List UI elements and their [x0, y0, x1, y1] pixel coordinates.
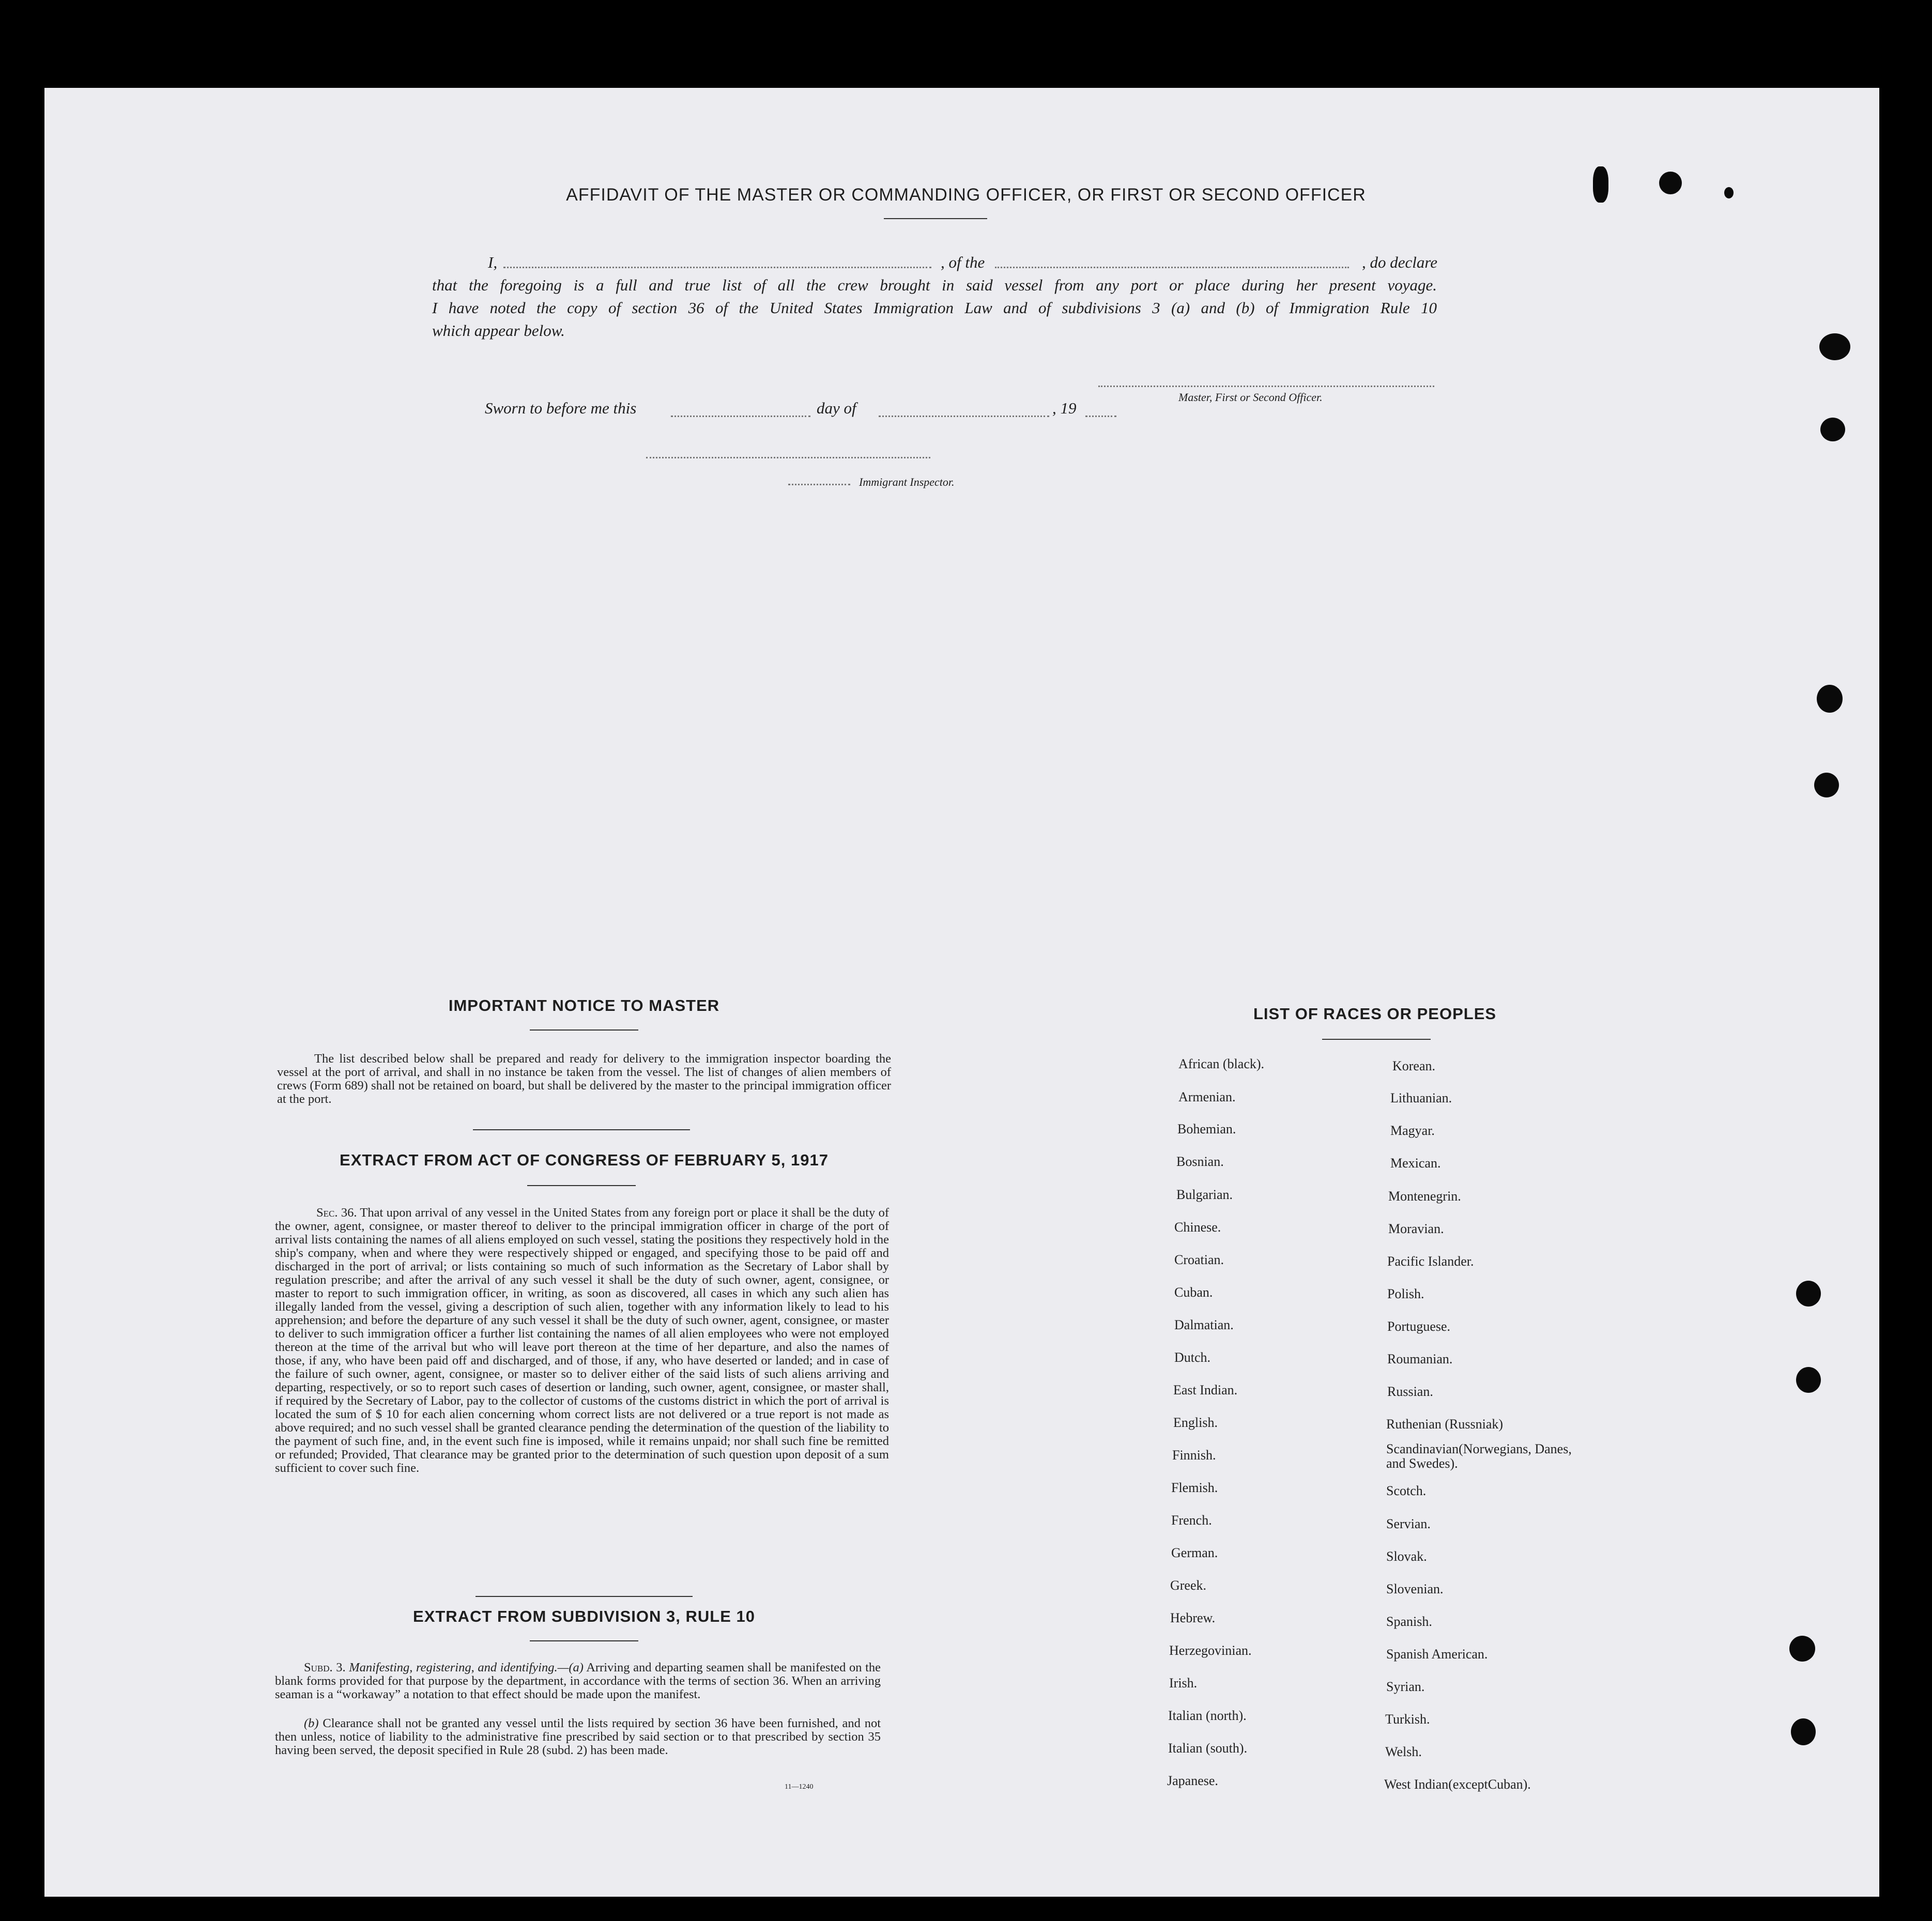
race-list-item: Portuguese.: [1387, 1319, 1451, 1334]
race-list-item: Moravian.: [1388, 1221, 1444, 1236]
subdivision-heading: Manifesting, registering, and identifying.—(a): [349, 1661, 584, 1674]
affidavit-of-the-label: , of the: [941, 253, 985, 271]
section-rule-2: [476, 1596, 693, 1597]
race-list-item: Japanese.: [1167, 1773, 1218, 1788]
subdivision-a-text: [275, 1661, 881, 1701]
race-list-item: Dutch.: [1174, 1350, 1211, 1365]
punch-hole: [1820, 418, 1845, 441]
race-list-item: Herzegovinian.: [1169, 1643, 1252, 1658]
act-rule: [527, 1185, 636, 1186]
master-signature-label: Master, First or Second Officer.: [1178, 391, 1323, 404]
sworn-label: Sworn to before me this: [485, 399, 637, 417]
race-list-item: Montenegrin.: [1388, 1189, 1461, 1204]
race-list-item: Armenian.: [1178, 1089, 1236, 1104]
race-list-item: Chinese.: [1174, 1220, 1221, 1235]
form-number: 11—1240: [785, 1783, 814, 1791]
subdivision-a-body: Arriving and departing seamen shall be manifested on the blank forms provided for that purpose by the department, in accordance with the terms of section 36. When an arriving seaman is a “workaway” a notation to that effect should be made upon the manifest.: [275, 1661, 881, 1701]
vessel-name-blank[interactable]: [995, 267, 1349, 268]
race-list-item: Scotch.: [1386, 1483, 1427, 1498]
race-list-item: Scandinavian(Norwegians, Danes, and Swedes).: [1386, 1441, 1572, 1471]
inspector-label: Immigrant Inspector.: [859, 475, 955, 488]
race-list-item: Slovenian.: [1386, 1581, 1444, 1596]
important-notice-title: IMPORTANT NOTICE TO MASTER: [448, 996, 720, 1015]
subdivision-extract-title: EXTRACT FROM SUBDIVISION 3, RULE 10: [413, 1607, 755, 1625]
race-list-item: Bohemian.: [1177, 1121, 1236, 1136]
race-list-item: Pacific Islander.: [1387, 1254, 1474, 1269]
race-list-item: Korean.: [1392, 1058, 1436, 1073]
race-list-item: Cuban.: [1174, 1285, 1213, 1300]
punch-hole: [1796, 1281, 1821, 1307]
subdivision-b-marker: (b): [304, 1716, 319, 1730]
punch-hole: [1814, 773, 1839, 797]
notice-text: The list described below shall be prepared and ready for delivery to the immigration inspector boarding the vessel at the port of arrival, and shall in no instance be taken from the vessel. The list of changes of alien members of crews (Form 689) shall not be retained on board, but shall be delivered by the master to the principal immigration officer at the port.: [277, 1052, 891, 1106]
inspector-signature-blank[interactable]: [646, 457, 930, 458]
race-list-item: Magyar.: [1390, 1123, 1435, 1138]
race-list-item: West Indian(exceptCuban).: [1384, 1777, 1531, 1792]
sworn-year-blank[interactable]: [1085, 416, 1116, 417]
affidavit-i-label: I,: [488, 253, 498, 271]
act-extract-text: [275, 1206, 889, 1475]
races-list-title: LIST OF RACES OR PEOPLES: [1253, 1005, 1497, 1023]
race-list-item: Servian.: [1386, 1516, 1431, 1531]
subdivision-b-body: Clearance shall not be granted any vessel until the lists required by section 36 have been furnished, and not then unless, notice of liability to the administrative fine prescribed by said section or to that prescribed by section 35 having been served, the deposit specified in Rule 28 (subd. 2) has been made.: [275, 1716, 881, 1757]
race-list-item: East Indian.: [1173, 1382, 1238, 1397]
punch-hole: [1796, 1367, 1821, 1393]
punch-hole: [1791, 1718, 1816, 1745]
races-rule: [1322, 1039, 1431, 1040]
race-list-item: German.: [1171, 1545, 1218, 1560]
race-list-item: Russian.: [1387, 1384, 1433, 1399]
race-list-item: English.: [1173, 1415, 1218, 1430]
sworn-month-blank[interactable]: [879, 416, 1049, 417]
subdivision-rule: [530, 1640, 638, 1641]
race-list-item: Italian (north).: [1168, 1708, 1247, 1723]
affidavit-line-4: which appear below.: [432, 321, 565, 340]
inspector-signature-blank-2[interactable]: [788, 484, 850, 485]
race-list-item: Ruthenian (Russniak): [1386, 1417, 1504, 1432]
punch-hole: [1819, 333, 1850, 360]
act-section-body: That upon arrival of any vessel in the United States from any foreign port or place it shall be the duty of the owner, agent, consignee, or master thereof to deliver to the principal immigration officer in charge of the port of arrival lists containing the names of all aliens employed on such vessel, stating the positions they respectively hold in the ship's company, when and where they were respectively shipped or engaged, and specifying those to be paid off and discharged in the port of arrival; or lists containing so much of such information as the Secretary of Labor shall by regulation prescribe; and after the arrival of any such vessel it shall be the duty of such owner, agent, consignee, or master to report to such immigration officer, in writing, as soon as discovered, all cases in which any such alien has illegally landed from the vessel, giving a description of such alien, together with any information likely to lead to his apprehension; and before the departure of any such vessel it shall be the duty of such owner, agent, consignee, or master to deliver to such immigration officer a further list containing the names of all alien employees who were not employed thereon at the time of the arrival but who will leave port thereon at the time of her departure, and also the names of those, if any, who have been paid off and discharged, and of those, if any, who have deserted or landed; and in case of the failure of such owner, agent, consignee, or master so to deliver either of the said lists of such aliens arriving and departing, respectively, or so to report such cases of desertion or landing, such owner, agent, consignee, or master shall, if required by the Secretary of Labor, pay to the collector of customs of the customs district in which the port of arrival is located the sum of $ 10 for each alien concerning whom correct lists are not delivered or a true report is not made as above required; and no such vessel shall be granted clearance pending the determination of the question of the liability to the payment of such fine, and, in the event such fine is imposed, while it remains unpaid; nor shall such fine be remitted or refunded; Provided, That clearance may be granted prior to the determination of such question upon deposit of a sum sufficient to cover such fine.: [275, 1206, 889, 1475]
sworn-day-blank[interactable]: [671, 416, 810, 417]
race-list-item: Croatian.: [1174, 1252, 1224, 1267]
section-rule: [473, 1129, 690, 1130]
race-list-item: Roumanian.: [1387, 1351, 1453, 1366]
affidavit-line-3: I have noted the copy of section 36 of the United States Immigration Law and of subdivisions 3 (a) and (b) of Immigration Rule 10: [432, 299, 1437, 317]
act-extract-title: EXTRACT FROM ACT OF CONGRESS OF FEBRUARY 5, 1917: [340, 1151, 829, 1169]
race-list-item: Hebrew.: [1170, 1610, 1216, 1625]
race-list-item: Italian (south).: [1168, 1741, 1248, 1756]
year-prefix: , 19: [1052, 399, 1077, 417]
race-list-item: Lithuanian.: [1390, 1090, 1452, 1105]
race-list-item: Mexican.: [1390, 1156, 1441, 1171]
master-name-blank[interactable]: [503, 267, 931, 268]
race-list-item: Syrian.: [1386, 1679, 1425, 1694]
race-list-item: French.: [1171, 1513, 1212, 1528]
affidavit-line-2: that the foregoing is a full and true list of all the crew brought in said vessel from any port or place during her present voyage.: [432, 276, 1437, 294]
title-rule: [884, 218, 987, 219]
sworn-line: [0, 399, 1932, 420]
act-section-label: Sec. 36.: [316, 1206, 357, 1220]
race-list-item: Welsh.: [1385, 1744, 1422, 1759]
subdivision-label: Subd. 3.: [304, 1661, 346, 1674]
race-list-item: Spanish.: [1386, 1614, 1432, 1629]
race-list-item: Bulgarian.: [1176, 1187, 1233, 1202]
notice-rule: [530, 1029, 638, 1031]
race-list-item: Finnish.: [1172, 1448, 1216, 1463]
race-list-item: Slovak.: [1386, 1549, 1427, 1564]
race-list-item: Polish.: [1387, 1286, 1424, 1301]
master-signature-blank[interactable]: [1098, 386, 1434, 387]
day-of-label: day of: [817, 399, 856, 417]
punch-hole: [1817, 685, 1843, 713]
affidavit-line-1: [0, 253, 1932, 274]
race-list-item: Greek.: [1170, 1578, 1207, 1593]
race-list-item: African (black).: [1178, 1056, 1265, 1071]
race-list-item: Bosnian.: [1176, 1154, 1224, 1169]
race-list-item: Flemish.: [1171, 1480, 1218, 1495]
affidavit-title: AFFIDAVIT OF THE MASTER OR COMMANDING OFFICER, OR FIRST OR SECOND OFFICER: [566, 185, 1366, 205]
race-list-item: Dalmatian.: [1174, 1317, 1234, 1332]
race-list-item: Turkish.: [1385, 1712, 1430, 1727]
subdivision-b-text: [275, 1717, 881, 1757]
punch-hole: [1789, 1636, 1815, 1662]
race-list-item: Spanish American.: [1386, 1647, 1488, 1662]
affidavit-declare-label: , do declare: [1362, 253, 1438, 271]
race-list-item: Irish.: [1169, 1676, 1198, 1691]
